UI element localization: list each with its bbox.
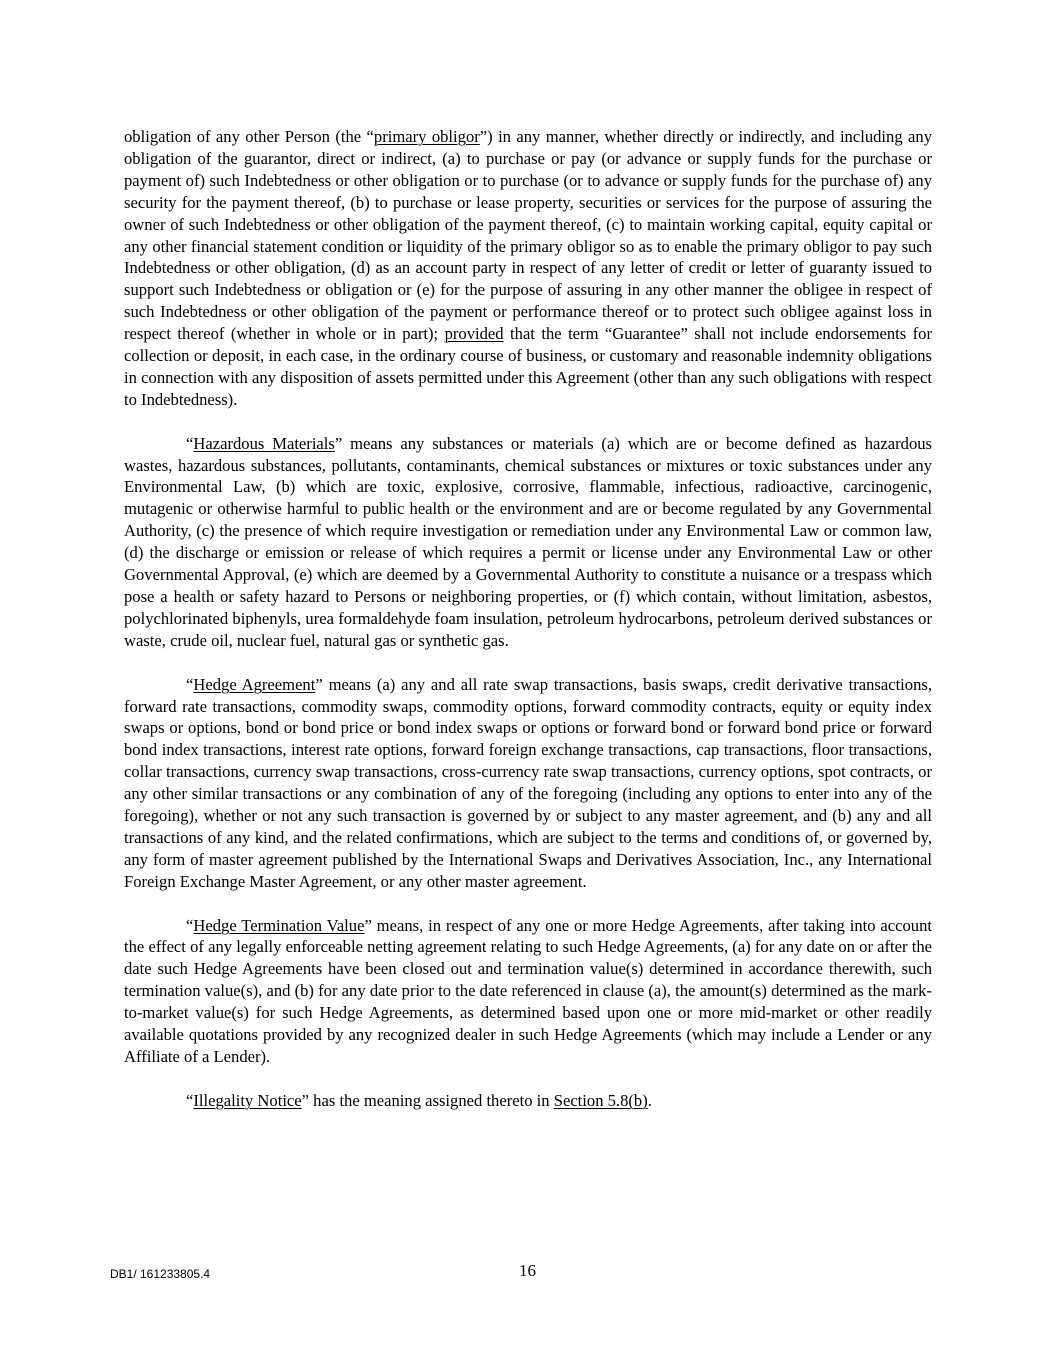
segment: ”) in any manner, whether directly or indirectly, and including any obligation of the guarantor, direct or indirect, (a) to purchase or pay (or advance or supply funds for the purchase or payment of) such Indebtedness or other obligation or to purchase (or to advance or supply funds for the purchase of) any security for the payment thereof, (b) to purchase or lease property, securities or services for the purpose of assuring the owner of such Indebtedness or other obligation of the payment thereof, (c) to maintain working capital, equity capital or any other financial statement condition or liquidity of the primary obligor so as to enable the primary obligor to pay such Indebtedness or other obligation, (d) as an account party in respect of any letter of credit or letter of guaranty issued to support such Indebtedness or obligation or (e) for the purpose of assuring in any other manner the obligee in respect of such Indebtedness or other obligation of the payment or performance thereof or to protect such obligee against loss in respect thereof (whether in whole or in part); (124, 127, 932, 344)
segment: . (647, 1090, 652, 1110)
segment: “ (186, 433, 194, 453)
section-reference-link[interactable]: Section 5.8(b) (553, 1090, 648, 1110)
segment: obligation of any other Person (the “ (124, 127, 374, 146)
defined-term-hedge-agreement: Hedge Agreement (193, 674, 316, 694)
segment: ” means, in respect of any one or more Hedge Agreements, after taking into account the effect of any legally enforceable netting agreement relating to such Hedge Agreements, (a) for any date on or after the date such Hedge Agreements have been closed out and termination value(s) determined in accordance therewith, such termination value(s), and (b) for any date prior to the date referenced in clause (a), the amount(s) determined as the mark-to-market value(s) for such Hedge Agreements, as determined based upon one or more mid-market or other readily available quotations provided by any recognized dealer in such Hedge Agreements (which may include a Lender or any Affiliate of a Lender). (124, 915, 932, 1067)
defined-term-hazardous-materials: Hazardous Materials (193, 433, 335, 453)
segment: ” has the meaning assigned thereto in (301, 1090, 554, 1110)
segment: “ (186, 915, 194, 935)
segment: “ (186, 674, 194, 694)
defined-term-primary-obligor: primary obligor (373, 127, 480, 146)
definition-hedge-termination-value (124, 915, 932, 1068)
page-number: 16 (519, 1261, 536, 1280)
document-id: DB1/ 161233805.4 (110, 1267, 211, 1281)
segment: ” means any substances or materials (a) which are or become defined as hazardous wastes, hazardous substances, pollutants, contaminants, chemical substances or mixtures or toxic substances under any Environmental Law, (b) which are toxic, explosive, corrosive, flammable, infectious, radioactive, carcinogenic, mutagenic or otherwise harmful to public health or the environment and are or become regulated by any Governmental Authority, (c) the presence of which require investigation or remediation under any Environmental Law or common law, (d) the discharge or emission or release of which requires a permit or license under any Environmental Law or other Governmental Approval, (e) which are deemed by a Governmental Authority to constitute a nuisance or a trespass which pose a health or safety hazard to Persons or neighboring properties, or (f) which contain, without limitation, asbestos, polychlorinated biphenyls, urea formaldehyde foam insulation, petroleum hydrocarbons, petroleum derived substances or waste, crude oil, nuclear fuel, natural gas or synthetic gas. (124, 433, 933, 650)
segment: that the term “Guarantee” shall not include endorsements for collection or deposit, in each case, in the ordinary course of business, or customary and reasonable indemnity obligations in connection with any disposition of assets permitted under this Agreement (other than any such obligations with respect to Indebtedness). (124, 324, 932, 409)
segment: “ (186, 1090, 194, 1110)
definition-illegality-notice (124, 1090, 932, 1112)
document-body (124, 126, 932, 1134)
definition-guarantee-continued (124, 126, 932, 411)
defined-term-illegality-notice: Illegality Notice (193, 1090, 302, 1110)
definition-hedge-agreement (124, 674, 932, 893)
definition-hazardous-materials (124, 433, 932, 652)
segment: ” means (a) any and all rate swap transactions, basis swaps, credit derivative transactions, forward rate transactions, commodity swaps, commodity options, forward commodity contracts, equity or equity index swaps or options, bond or bond price or bond index swaps or options or forward bond or forward bond price or forward bond index transactions, interest rate options, forward foreign exchange transactions, cap transactions, floor transactions, collar transactions, currency swap transactions, cross-currency rate swap transactions, currency options, spot contracts, or any other similar transactions or any combination of any of the foregoing (including any options to enter into any of the foregoing), whether or not any such transaction is governed by or subject to any master agreement, and (b) any and all transactions of any kind, and the related confirmations, which are subject to the terms and conditions of, or governed by, any form of master agreement published by the International Swaps and Derivatives Association, Inc., any International Foreign Exchange Master Agreement, or any other master agreement. (124, 674, 932, 891)
provided-term: provided (444, 324, 504, 344)
defined-term-hedge-termination-value: Hedge Termination Value (193, 915, 365, 935)
